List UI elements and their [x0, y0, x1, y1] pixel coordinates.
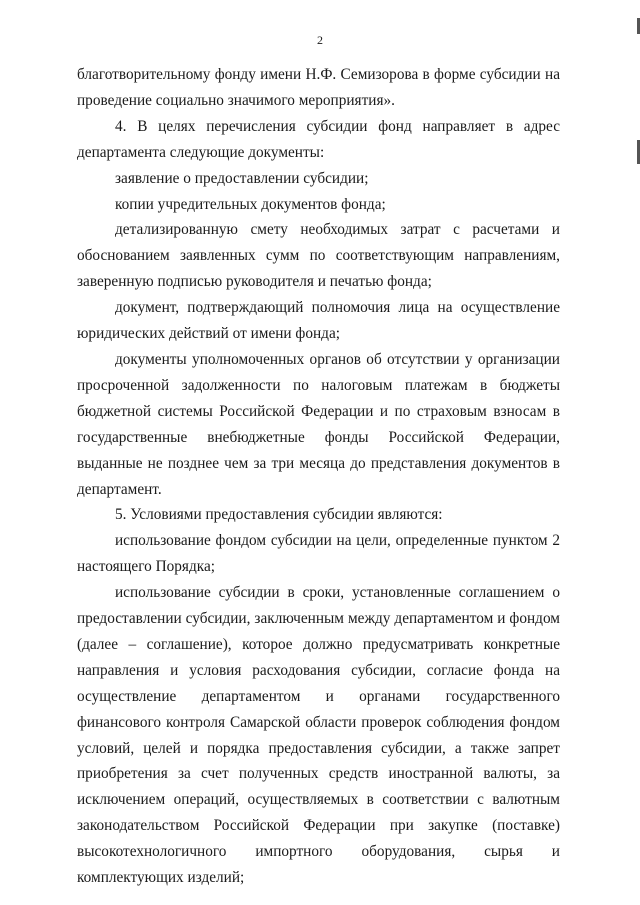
paragraph-authority-doc: документ, подтверждающий полномочия лица на осуществление юридических действий от имени фонда; [77, 299, 560, 343]
paragraph-no-debt-docs: документы уполномоченных органов об отсутствии у организации просроченной задолженности по налоговым платежам в бюджеты бюджетной системы Российской Федерации и по страховым взносам в государственные внебюджетные фонды Российской Федерации, выданные не позднее чем за три месяца до представления документов в департамент. [77, 350, 560, 498]
paragraph-cost-estimate: детализированную смету необходимых затрат с расчетами и обоснованием заявленных сумм по соответствующим направлениям, заверенную подписью руководителя и печатью фонда; [77, 221, 560, 291]
document-body [77, 62, 560, 891]
paragraph-purpose-use: использование фондом субсидии на цели, определенные пунктом 2 настоящего Порядка; [77, 532, 560, 576]
paragraph-continuation: благотворительному фонду имени Н.Ф. Семизорова в форме субсидии на проведение социально значимого мероприятия». [77, 66, 560, 109]
paragraph-item-4: 4. В целях перечисления субсидии фонд направляет в адрес департамента следующие документы: [77, 117, 560, 161]
page-number: 2 [317, 33, 323, 47]
paragraph-founding-docs: копии учредительных документов фонда; [115, 195, 386, 213]
paragraph-item-5: 5. Условиями предоставления субсидии являются: [115, 506, 443, 524]
paragraph-terms-use: использование субсидии в сроки, установленные соглашением о предоставлении субсидии, заключенным между департаментом и фондом (далее – соглашение), которое должно предусматривать конкретные направления и условия расходования субсидии, согласие фонда на осуществление департаментом и органами государственного финансового контроля Самарской области проверок соблюдения фондом условий, целей и порядка предоставления субсидии, а также запрет приобретения за счет полученных средств иностранной валюты, за исключением операций, осуществляемых в соответствии с валютным законодательством Российской Федерации при закупке (поставке) высокотехнологичного импортного оборудования, сырья и комплектующих изделий; [77, 584, 560, 887]
paragraph-application: заявление о предоставлении субсидии; [115, 169, 369, 187]
